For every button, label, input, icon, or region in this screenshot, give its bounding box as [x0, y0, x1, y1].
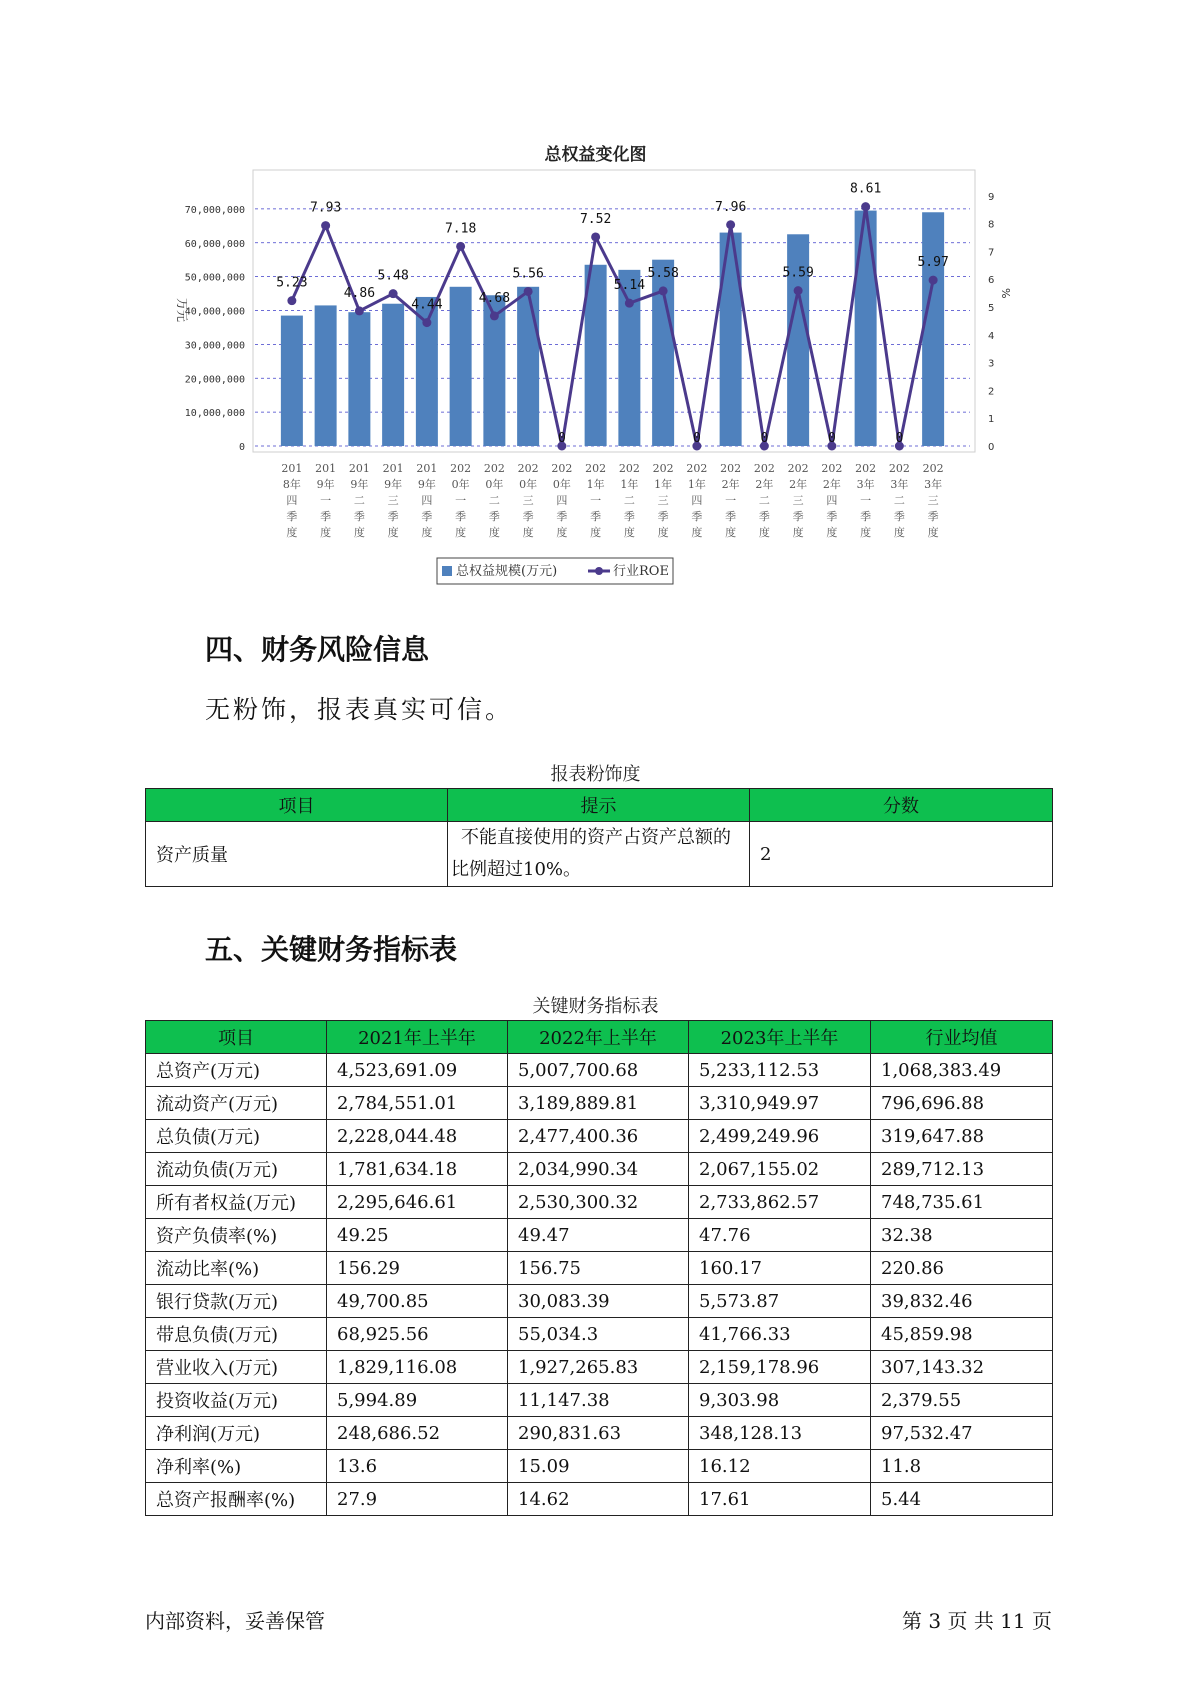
- x-tick-label: 202: [483, 462, 505, 475]
- x-tick-label: 季: [826, 510, 838, 523]
- indicator-name-cell: 带息负债(万元): [146, 1318, 327, 1351]
- x-tick-label: 季: [353, 510, 365, 523]
- indicator-value-cell: 13.6: [327, 1450, 508, 1483]
- indicator-name-cell: 净利率(%): [146, 1450, 327, 1483]
- legend-bar-label: 总权益规模(万元): [456, 564, 558, 579]
- y2-tick-label: 2: [988, 386, 995, 398]
- indicator-value-cell: 1,927,265.83: [508, 1351, 689, 1384]
- indicator-name-cell: 所有者权益(万元): [146, 1186, 327, 1219]
- indicator-name-cell: 营业收入(万元): [146, 1351, 327, 1384]
- section-5-heading: 五、关键财务指标表: [205, 933, 458, 966]
- section-4-text: 无粉饰，报表真实可信。: [205, 695, 514, 724]
- x-tick-label: 四: [556, 494, 568, 507]
- equity-bar: [618, 270, 640, 446]
- roe-data-label: 0: [895, 431, 904, 446]
- x-tick-label: 季: [657, 510, 669, 523]
- x-tick-label: 201: [315, 462, 337, 475]
- x-tick-label: 202: [922, 462, 944, 475]
- x-tick-label: 四: [421, 494, 433, 507]
- indicator-value-cell: 2,228,044.48: [327, 1120, 508, 1153]
- equity-bar: [922, 212, 944, 446]
- indicator-value-cell: 160.17: [689, 1252, 871, 1285]
- x-tick-label: 9年: [350, 478, 369, 491]
- roe-point: [794, 286, 803, 295]
- x-tick-label: 度: [286, 526, 298, 539]
- indicator-value-cell: 2,159,178.96: [689, 1351, 871, 1384]
- header-cell: 分数: [750, 789, 1053, 822]
- table-row: [146, 1087, 1053, 1120]
- x-tick-label: 三: [522, 494, 534, 507]
- footer-confidential: 内部资料，妥善保管: [145, 1609, 325, 1633]
- roe-point: [726, 220, 735, 229]
- equity-bar: [517, 287, 539, 446]
- equity-bar: [720, 233, 742, 446]
- x-tick-label: 季: [927, 510, 939, 523]
- x-tick-label: 2年: [755, 478, 774, 491]
- x-tick-label: 2年: [721, 478, 740, 491]
- x-tick-label: 三: [927, 494, 939, 507]
- indicator-value-cell: 156.29: [327, 1252, 508, 1285]
- indicator-value-cell: 220.86: [871, 1252, 1053, 1285]
- x-tick-label: 9年: [316, 478, 335, 491]
- roe-point: [287, 296, 296, 305]
- table-header-row: [146, 789, 1053, 822]
- indicator-name-cell: 资产负债率(%): [146, 1219, 327, 1252]
- x-tick-label: 二: [758, 494, 770, 507]
- x-tick-label: 度: [927, 526, 939, 539]
- indicator-name-cell: 净利润(万元): [146, 1417, 327, 1450]
- y2-tick-label: 9: [988, 191, 995, 203]
- x-tick-label: 1年: [654, 478, 673, 491]
- roe-data-label: 5.97: [917, 255, 949, 271]
- x-tick-label: 度: [826, 526, 838, 539]
- y-tick-label: 20,000,000: [184, 374, 245, 386]
- indicator-value-cell: 15.09: [508, 1450, 689, 1483]
- x-tick-label: 四: [286, 494, 298, 507]
- indicator-name-cell: 总资产(万元): [146, 1054, 327, 1087]
- roe-data-label: 0: [557, 431, 566, 446]
- x-tick-label: 季: [522, 510, 534, 523]
- x-tick-label: 202: [787, 462, 809, 475]
- indicator-name-cell: 总资产报酬率(%): [146, 1483, 327, 1516]
- x-tick-label: 四: [691, 494, 703, 507]
- equity-bar: [315, 305, 337, 446]
- y2-tick-label: 5: [988, 303, 995, 315]
- x-tick-label: 季: [455, 510, 467, 523]
- indicator-value-cell: 3,189,889.81: [508, 1087, 689, 1120]
- x-tick-label: 度: [421, 526, 433, 539]
- roe-point: [929, 276, 938, 285]
- roe-point: [659, 286, 668, 295]
- x-tick-label: 9年: [384, 478, 403, 491]
- x-tick-label: 季: [590, 510, 602, 523]
- x-tick-label: 度: [488, 526, 500, 539]
- table-row: [146, 1483, 1053, 1516]
- roe-data-label: 5.23: [276, 275, 308, 291]
- x-tick-label: 1年: [687, 478, 706, 491]
- x-tick-label: 四: [826, 494, 838, 507]
- header-cell: 2022年上半年: [508, 1021, 689, 1054]
- section-4-heading: 四、财务风险信息: [205, 633, 430, 666]
- table-row: [146, 1120, 1053, 1153]
- equity-bar: [348, 312, 370, 446]
- y-tick-label: 60,000,000: [184, 238, 245, 250]
- x-tick-label: 202: [753, 462, 775, 475]
- x-tick-label: 二: [488, 494, 500, 507]
- x-tick-label: 季: [488, 510, 500, 523]
- indicator-value-cell: 5.44: [871, 1483, 1053, 1516]
- roe-data-label: 4.86: [343, 285, 376, 301]
- indicator-value-cell: 748,735.61: [871, 1186, 1053, 1219]
- x-tick-label: 202: [517, 462, 539, 475]
- equity-bar: [450, 287, 472, 446]
- hint-cell: 不能直接使用的资产占资产总额的比例超过10%。: [448, 822, 750, 887]
- x-tick-label: 一: [725, 494, 737, 507]
- indicator-name-cell: 银行贷款(万元): [146, 1285, 327, 1318]
- indicator-value-cell: 1,781,634.18: [327, 1153, 508, 1186]
- table-row: [146, 1219, 1053, 1252]
- indicator-name-cell: 投资收益(万元): [146, 1384, 327, 1417]
- indicator-value-cell: 49.25: [327, 1219, 508, 1252]
- indicator-value-cell: 1,068,383.49: [871, 1054, 1053, 1087]
- y2-tick-label: 0: [988, 442, 995, 453]
- roe-point: [625, 299, 634, 308]
- table-row: [146, 1054, 1053, 1087]
- equity-chart: [170, 170, 1010, 590]
- roe-point: [524, 287, 533, 296]
- x-tick-label: 3年: [924, 478, 943, 491]
- x-tick-label: 季: [758, 510, 770, 523]
- x-tick-label: 202: [450, 462, 472, 475]
- indicator-value-cell: 2,379.55: [871, 1384, 1053, 1417]
- equity-bar: [281, 316, 303, 446]
- x-tick-label: 度: [387, 526, 399, 539]
- indicator-value-cell: 289,712.13: [871, 1153, 1053, 1186]
- table-row: [146, 1417, 1053, 1450]
- header-cell: 项目: [146, 789, 448, 822]
- indicator-value-cell: 45,859.98: [871, 1318, 1053, 1351]
- indicator-value-cell: 97,532.47: [871, 1417, 1053, 1450]
- x-tick-label: 3年: [856, 478, 875, 491]
- indicator-value-cell: 55,034.3: [508, 1318, 689, 1351]
- x-tick-label: 2年: [822, 478, 841, 491]
- indicator-value-cell: 1,829,116.08: [327, 1351, 508, 1384]
- x-tick-label: 202: [720, 462, 742, 475]
- table-row: [146, 1351, 1053, 1384]
- x-tick-label: 度: [320, 526, 332, 539]
- legend-bar-swatch: [442, 566, 452, 576]
- indicator-value-cell: 27.9: [327, 1483, 508, 1516]
- x-tick-label: 度: [758, 526, 770, 539]
- whitewash-table: [145, 788, 1053, 887]
- x-tick-label: 201: [382, 462, 404, 475]
- table-header-row: [146, 1021, 1053, 1054]
- roe-data-label: 4.44: [411, 297, 443, 313]
- indicator-value-cell: 49.47: [508, 1219, 689, 1252]
- indicator-value-cell: 3,310,949.97: [689, 1087, 871, 1120]
- x-tick-label: 三: [387, 494, 399, 507]
- y2-tick-label: 4: [988, 330, 995, 342]
- indicator-value-cell: 248,686.52: [327, 1417, 508, 1450]
- y-tick-label: 10,000,000: [184, 408, 245, 420]
- y-tick-label: 30,000,000: [184, 340, 245, 352]
- table-row: [146, 822, 1053, 887]
- indicator-value-cell: 5,007,700.68: [508, 1054, 689, 1087]
- indicator-name-cell: 流动负债(万元): [146, 1153, 327, 1186]
- header-cell: 提示: [448, 789, 750, 822]
- roe-data-label: 5.58: [647, 265, 679, 281]
- roe-point: [861, 202, 870, 211]
- x-tick-label: 季: [691, 510, 703, 523]
- x-tick-label: 度: [725, 526, 737, 539]
- x-tick-label: 二: [893, 494, 905, 507]
- indicator-value-cell: 156.75: [508, 1252, 689, 1285]
- roe-point: [456, 242, 465, 251]
- x-tick-label: 三: [792, 494, 804, 507]
- x-tick-label: 度: [792, 526, 804, 539]
- x-tick-label: 度: [893, 526, 905, 539]
- indicator-table: [145, 1020, 1053, 1516]
- indicator-value-cell: 307,143.32: [871, 1351, 1053, 1384]
- legend-line-label: 行业ROE: [613, 564, 669, 579]
- indicator-value-cell: 49,700.85: [327, 1285, 508, 1318]
- x-tick-label: 季: [893, 510, 905, 523]
- indicator-value-cell: 9,303.98: [689, 1384, 871, 1417]
- roe-data-label: 7.52: [579, 211, 612, 227]
- y2-tick-label: 3: [988, 358, 995, 370]
- roe-point: [422, 318, 431, 327]
- indicator-value-cell: 5,573.87: [689, 1285, 871, 1318]
- x-tick-label: 一: [860, 494, 872, 507]
- roe-data-label: 7.93: [309, 200, 342, 216]
- equity-bar: [382, 304, 404, 446]
- x-tick-label: 一: [455, 494, 467, 507]
- y2-tick-label: 7: [988, 247, 995, 259]
- indicator-value-cell: 30,083.39: [508, 1285, 689, 1318]
- x-tick-label: 度: [657, 526, 669, 539]
- x-tick-label: 202: [821, 462, 843, 475]
- indicator-value-cell: 348,128.13: [689, 1417, 871, 1450]
- x-tick-label: 201: [416, 462, 438, 475]
- score-cell: 2: [750, 822, 1053, 887]
- x-tick-label: 季: [286, 510, 298, 523]
- x-tick-label: 季: [725, 510, 737, 523]
- x-tick-label: 度: [556, 526, 568, 539]
- roe-point: [591, 232, 600, 241]
- indicator-value-cell: 2,067,155.02: [689, 1153, 871, 1186]
- roe-point: [321, 221, 330, 230]
- y2-axis-label: %: [999, 288, 1012, 299]
- indicator-name-cell: 流动资产(万元): [146, 1087, 327, 1120]
- x-tick-label: 度: [522, 526, 534, 539]
- table-row: [146, 1450, 1053, 1483]
- x-tick-label: 度: [455, 526, 467, 539]
- roe-data-label: 0: [760, 431, 769, 446]
- indicator-name-cell: 流动比率(%): [146, 1252, 327, 1285]
- x-tick-label: 度: [623, 526, 635, 539]
- x-tick-label: 一: [320, 494, 332, 507]
- indicator-value-cell: 47.76: [689, 1219, 871, 1252]
- x-tick-label: 202: [551, 462, 573, 475]
- x-tick-label: 度: [691, 526, 703, 539]
- y2-tick-label: 6: [988, 275, 995, 287]
- indicator-value-cell: 68,925.56: [327, 1318, 508, 1351]
- indicator-value-cell: 2,034,990.34: [508, 1153, 689, 1186]
- x-tick-label: 2年: [789, 478, 808, 491]
- roe-data-label: 5.14: [613, 278, 646, 294]
- indicator-value-cell: 2,499,249.96: [689, 1120, 871, 1153]
- y-tick-label: 70,000,000: [184, 204, 245, 216]
- table-row: [146, 1186, 1053, 1219]
- roe-data-label: 7.18: [444, 221, 477, 237]
- x-tick-label: 季: [320, 510, 332, 523]
- roe-point: [490, 311, 499, 320]
- x-tick-label: 度: [860, 526, 872, 539]
- y-tick-label: 50,000,000: [184, 272, 245, 284]
- roe-data-label: 7.96: [714, 199, 747, 215]
- y-tick-label: 40,000,000: [184, 306, 245, 318]
- x-tick-label: 季: [556, 510, 568, 523]
- x-tick-label: 202: [652, 462, 674, 475]
- roe-data-label: 8.61: [849, 181, 882, 197]
- x-tick-label: 季: [860, 510, 872, 523]
- indicator-value-cell: 2,530,300.32: [508, 1186, 689, 1219]
- x-tick-label: 202: [618, 462, 640, 475]
- header-cell: 项目: [146, 1021, 327, 1054]
- x-tick-label: 1年: [620, 478, 639, 491]
- roe-data-label: 5.59: [782, 265, 814, 281]
- roe-data-label: 4.68: [478, 290, 511, 306]
- indicator-value-cell: 14.62: [508, 1483, 689, 1516]
- indicator-value-cell: 5,994.89: [327, 1384, 508, 1417]
- x-tick-label: 度: [353, 526, 365, 539]
- x-tick-label: 季: [387, 510, 399, 523]
- indicator-value-cell: 41,766.33: [689, 1318, 871, 1351]
- indicator-value-cell: 32.38: [871, 1219, 1053, 1252]
- indicator-value-cell: 39,832.46: [871, 1285, 1053, 1318]
- x-tick-label: 201: [348, 462, 370, 475]
- roe-point: [355, 306, 364, 315]
- table-row: [146, 1252, 1053, 1285]
- roe-data-label: 5.56: [512, 266, 544, 282]
- table-row: [146, 1384, 1053, 1417]
- table-row: [146, 1318, 1053, 1351]
- x-tick-label: 0年: [485, 478, 504, 491]
- indicator-value-cell: 2,295,646.61: [327, 1186, 508, 1219]
- x-tick-label: 0年: [519, 478, 538, 491]
- indicator-value-cell: 2,477,400.36: [508, 1120, 689, 1153]
- indicator-name-cell: 总负债(万元): [146, 1120, 327, 1153]
- roe-data-label: 5.48: [377, 268, 409, 284]
- x-tick-label: 0年: [552, 478, 571, 491]
- x-tick-label: 三: [657, 494, 669, 507]
- x-tick-label: 0年: [451, 478, 470, 491]
- legend-line-marker: [595, 567, 603, 575]
- y-tick-label: 0: [238, 442, 245, 453]
- whitewash-table-caption: 报表粉饰度: [550, 764, 641, 785]
- x-tick-label: 3年: [890, 478, 909, 491]
- x-tick-label: 202: [888, 462, 910, 475]
- header-cell: 2023年上半年: [689, 1021, 871, 1054]
- roe-data-label: 0: [692, 431, 701, 446]
- header-cell: 2021年上半年: [327, 1021, 508, 1054]
- y2-tick-label: 1: [988, 414, 995, 426]
- x-tick-label: 季: [421, 510, 433, 523]
- x-tick-label: 二: [353, 494, 365, 507]
- x-tick-label: 二: [623, 494, 635, 507]
- indicator-value-cell: 290,831.63: [508, 1417, 689, 1450]
- indicator-value-cell: 11,147.38: [508, 1384, 689, 1417]
- x-tick-label: 度: [590, 526, 602, 539]
- indicator-value-cell: 17.61: [689, 1483, 871, 1516]
- indicator-value-cell: 796,696.88: [871, 1087, 1053, 1120]
- x-tick-label: 202: [585, 462, 607, 475]
- x-tick-label: 9年: [417, 478, 436, 491]
- x-tick-label: 202: [855, 462, 877, 475]
- footer-page-number: 第 3 页 共 11 页: [902, 1609, 1052, 1633]
- x-tick-label: 季: [623, 510, 635, 523]
- chart-title: 总权益变化图: [544, 145, 647, 165]
- roe-point: [389, 289, 398, 298]
- indicator-value-cell: 11.8: [871, 1450, 1053, 1483]
- table-row: [146, 1153, 1053, 1186]
- x-tick-label: 季: [792, 510, 804, 523]
- indicator-table-caption: 关键财务指标表: [532, 996, 659, 1017]
- indicator-value-cell: 16.12: [689, 1450, 871, 1483]
- table-row: [146, 1285, 1053, 1318]
- equity-bar: [855, 211, 877, 446]
- y-axis-label: 万元: [175, 298, 189, 323]
- indicator-value-cell: 2,784,551.01: [327, 1087, 508, 1120]
- x-tick-label: 一: [590, 494, 602, 507]
- y2-tick-label: 8: [988, 219, 995, 231]
- item-cell: 资产质量: [146, 822, 448, 887]
- x-tick-label: 1年: [586, 478, 605, 491]
- header-cell: 行业均值: [871, 1021, 1053, 1054]
- indicator-value-cell: 5,233,112.53: [689, 1054, 871, 1087]
- x-tick-label: 201: [281, 462, 303, 475]
- indicator-value-cell: 2,733,862.57: [689, 1186, 871, 1219]
- x-tick-label: 202: [686, 462, 708, 475]
- indicator-value-cell: 319,647.88: [871, 1120, 1053, 1153]
- indicator-value-cell: 4,523,691.09: [327, 1054, 508, 1087]
- x-tick-label: 8年: [282, 478, 301, 491]
- roe-data-label: 0: [827, 431, 836, 446]
